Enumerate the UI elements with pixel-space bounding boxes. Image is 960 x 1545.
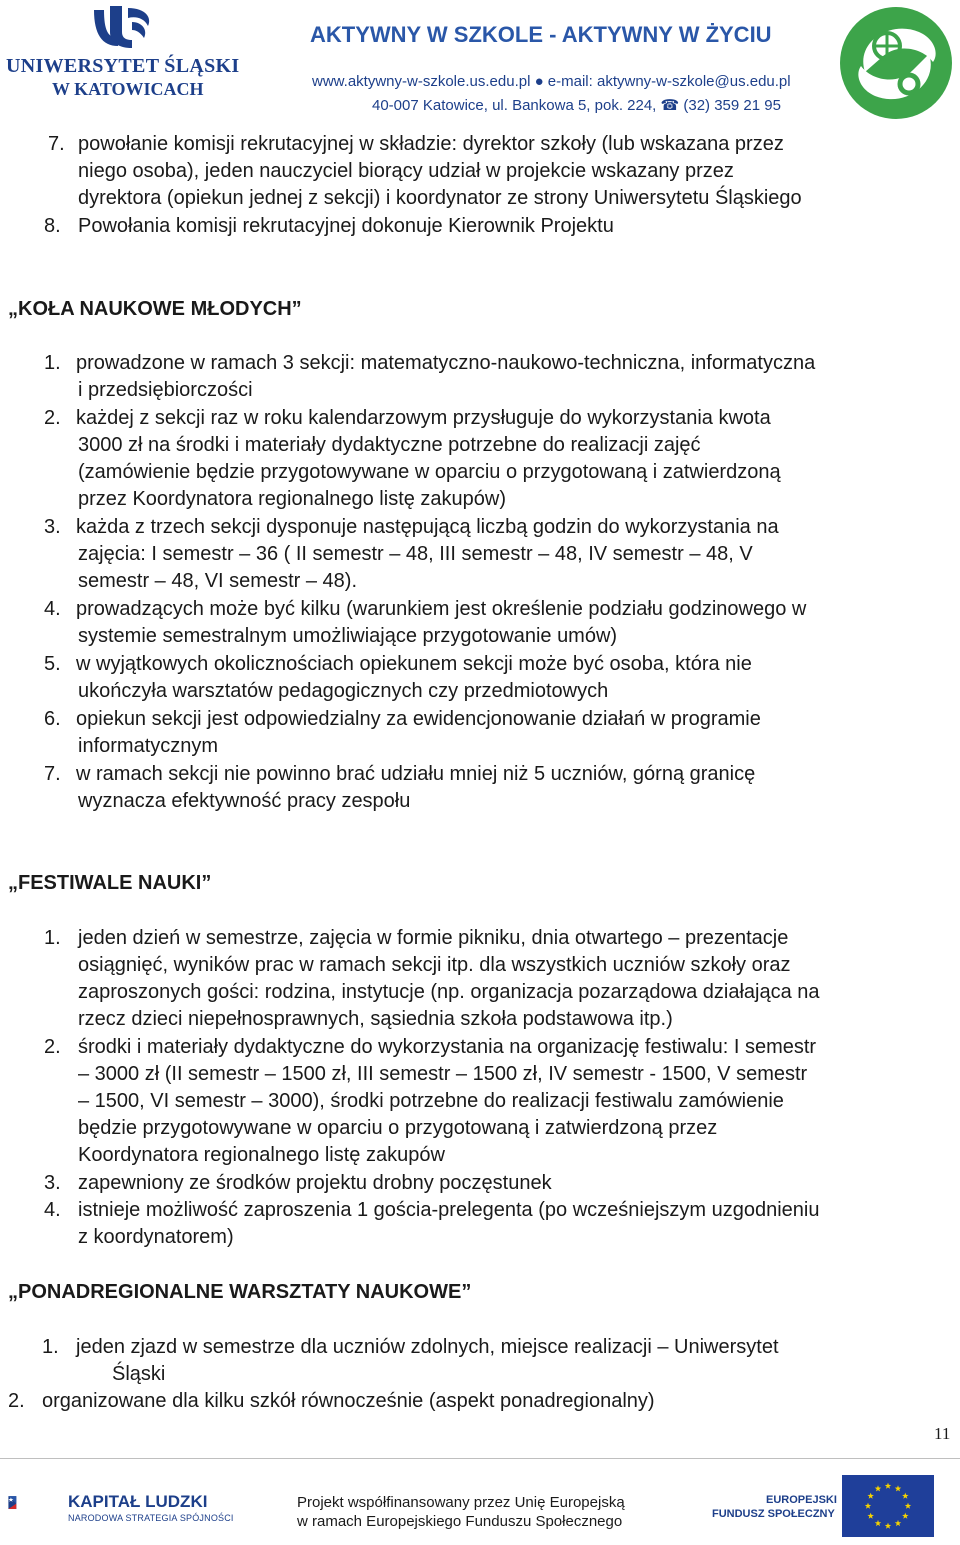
efs-label-line-2: FUNDUSZ SPOŁECZNY [712,1508,835,1520]
list-item-line: zajęcia: I semestr – 36 ( II semestr – 48, III semestr – 48, IV semestr – 48, V [78,543,753,565]
list-item-line: w wyjątkowych okolicznościach opiekunem sekcji może być osoba, która nie [76,653,752,675]
list-item-number: 1. [42,1336,59,1358]
list-item-line: powołanie komisji rekrutacyjnej w składzie: dyrektor szkoły (lub wskazana przez [78,133,784,155]
list-item-line: w ramach sekcji nie powinno brać udziału mniej niż 5 uczniów, górną granicę [76,763,756,785]
list-item-number: 2. [44,1036,61,1058]
list-item-line: przez Koordynatora regionalnego listę zakupów) [78,488,507,510]
project-contact-address-phone: 40-007 Katowice, ul. Bankowa 5, pok. 224, ☎ (32) 359 21 95 [372,97,781,114]
list-item-number: 7. [44,763,61,785]
list-item-line: z koordynatorem) [78,1226,234,1248]
list-item-line: Powołania komisji rekrutacyjnej dokonuje Kierownik Projektu [78,215,614,237]
footer-divider [0,1458,960,1459]
project-emblem-icon [835,2,957,124]
list-item-line: (zamówienie będzie przygotowywane w oparciu o przygotowaną i zatwierdzoną [78,461,781,483]
list-item-line: wyznacza efektywność pracy zespołu [78,790,411,812]
list-item-line: środki i materiały dydaktyczne do wykorzystania na organizację festiwalu: I semestr [78,1036,817,1058]
project-title: AKTYWNY W SZKOLE - AKTYWNY W ŻYCIU [310,22,772,47]
list-item-line: każda z trzech sekcji dysponuje następującą liczbą godzin do wykorzystania na [76,516,779,538]
list-item-line: i przedsiębiorczości [78,379,253,401]
list-item-line: semestr – 48, VI semestr – 48). [78,570,357,592]
university-logo [0,0,250,105]
list-item-line: będzie przygotowywane w oparciu o przygotowaną i zatwierdzoną przez [78,1117,718,1139]
list-item-line: dyrektora (opiekun jednej z sekcji) i koordynator ze strony Uniwersytetu Śląskiego [78,187,802,209]
efs-label-line-1: EUROPEJSKI [766,1494,837,1506]
list-item-line: prowadzących może być kilku (warunkiem jest określenie podziału godzinowego w [76,598,807,620]
kapital-ludzki-title: KAPITAŁ LUDZKI [68,1492,208,1511]
list-item-number: 1. [44,352,61,374]
list-item-number: 4. [44,598,61,620]
page-header [0,0,960,128]
kapital-ludzki-logo-icon [8,1466,64,1540]
list-item-line: Koordynatora regionalnego listę zakupów [78,1144,445,1166]
section-heading: „FESTIWALE NAUKI” [8,872,212,894]
list-item-number: 7. [48,133,65,155]
list-item-number: 8. [44,215,61,237]
section-heading: „PONADREGIONALNE WARSZTATY NAUKOWE” [8,1281,472,1303]
list-item-number: 5. [44,653,61,675]
list-item-line: organizowane dla kilku szkół równocześnie (aspekt ponadregionalny) [42,1390,655,1412]
list-item-line: zapewniony ze środków projektu drobny poczęstunek [78,1172,552,1194]
page-number: 11 [934,1424,951,1443]
list-item-line: 3000 zł na środki i materiały dydaktyczne potrzebne do realizacji zajęć [78,434,701,456]
project-contact-web-email: www.aktywny-w-szkole.us.edu.pl ● e-mail: aktywny-w-szkole@us.edu.pl [312,73,791,90]
list-item-line: jeden zjazd w semestrze dla uczniów zdolnych, miejsce realizacji – Uniwersytet [76,1336,779,1358]
list-item-line: – 1500, VI semestr – 3000), środki potrzebne do realizacji festiwalu zamówienie [78,1090,784,1112]
list-item-line: każdej z sekcji raz w roku kalendarzowym przysługuje do wykorzystania kwota [76,407,771,429]
list-item-line: informatycznym [78,735,219,757]
list-item-number: 2. [8,1390,25,1412]
list-item-line: prowadzone w ramach 3 sekcji: matematyczno-naukowo-techniczna, informatyczna [76,352,816,374]
list-item-number: 3. [44,1172,61,1194]
kapital-ludzki-subtitle: NARODOWA STRATEGIA SPÓJNOŚCI [68,1513,234,1523]
list-item-line: Śląski [112,1363,166,1385]
list-item-line: – 3000 zł (II semestr – 1500 zł, III semestr – 1500 zł, IV semestr - 1500, V semestr [78,1063,808,1085]
list-item-line: osiągnięć, wyników prac w ramach sekcji itp. dla wszystkich uczniów szkoły oraz [78,954,791,976]
list-item-number: 4. [44,1199,61,1221]
cofinancing-note-line-1: Projekt współfinansowany przez Unię Europejską [297,1494,625,1511]
list-item-line: zaproszonych gości: rodzina, instytucje (np. organizacja pozarządowa działająca na [78,981,820,1003]
list-item-line: jeden dzień w semestrze, zajęcia w formie pikniku, dnia otwartego – prezentacje [78,927,789,949]
list-item-number: 1. [44,927,61,949]
list-item-line: systemie semestralnym umożliwiające przygotowanie umów) [78,625,618,647]
cofinancing-note-line-2: w ramach Europejskiego Funduszu Społecznego [297,1513,623,1530]
eu-flag-icon [842,1475,934,1537]
list-item-line: niego osoba), jeden nauczyciel biorący udział w projekcie wskazany przez [78,160,734,182]
list-item-line: rzecz dzieci niepełnosprawnych, sąsiednia szkoła podstawowa itp.) [78,1008,673,1030]
list-item-line: istnieje możliwość zaproszenia 1 gościa-prelegenta (po wcześniejszym uzgodnieniu [78,1199,820,1221]
university-emblem-icon [88,4,154,52]
list-item-number: 6. [44,708,61,730]
list-item-line: ukończyła warsztatów pedagogicznych czy przedmiotowych [78,680,609,702]
list-item-line: opiekun sekcji jest odpowiedzialny za ewidencjonowanie działań w programie [76,708,761,730]
university-name: UNIWERSYTET ŚLĄSKI [6,55,240,77]
university-city: W KATOWICACH [52,79,204,99]
list-item-number: 3. [44,516,61,538]
section-heading: „KOŁA NAUKOWE MŁODYCH” [8,298,302,320]
list-item-number: 2. [44,407,61,429]
